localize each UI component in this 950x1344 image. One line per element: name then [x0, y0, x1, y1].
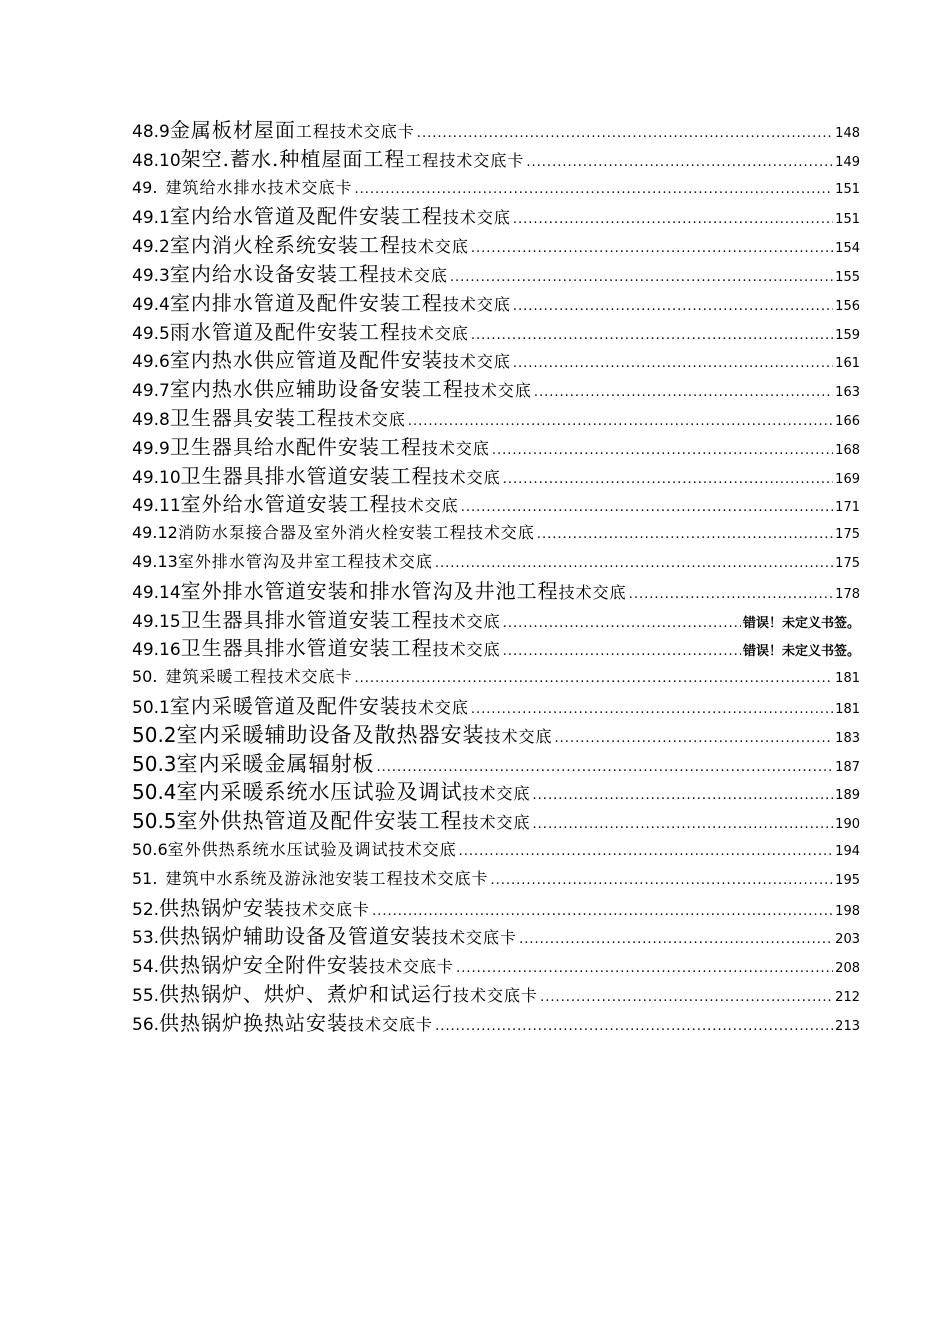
toc-entry[interactable]	[132, 663, 860, 692]
toc-entry[interactable]	[132, 577, 860, 606]
toc-dot-leader	[540, 984, 833, 1009]
toc-dot-leader	[459, 838, 834, 865]
toc-entry-title: 消防水泵接合器及室外消火栓安装工程	[177, 523, 467, 543]
toc-page-number: 151	[835, 212, 860, 228]
toc-page-number: 161	[835, 356, 860, 372]
toc-entry[interactable]	[132, 462, 860, 491]
toc-page-number: 151	[835, 181, 860, 197]
toc-dot-leader	[533, 782, 834, 807]
toc-page-number: 178	[835, 586, 860, 602]
toc-entry-number: 50.4	[132, 780, 177, 805]
toc-page-number: 195	[835, 872, 860, 888]
toc-entry-number: 49.	[132, 177, 158, 197]
toc-entry[interactable]	[132, 375, 860, 404]
toc-entry-suffix: 工程技术交底卡	[295, 122, 415, 141]
toc-entry-title: 室内采暖辅助设备及散热器安装	[176, 722, 485, 747]
toc-entry-suffix: 技术交底	[462, 784, 531, 804]
toc-entry-title: 金属板材屋面	[169, 118, 296, 142]
toc-dot-leader	[372, 898, 833, 923]
toc-entry[interactable]	[132, 174, 860, 203]
toc-entry-title: 架空.蓄水.种植屋面工程	[180, 146, 406, 171]
toc-page-number: 189	[835, 788, 860, 804]
toc-entry-suffix: 技术交底	[379, 265, 448, 285]
toc-entry-number: 49.12	[132, 523, 178, 543]
toc-entry-title: 室外给水管道安装工程	[180, 492, 391, 517]
toc-entry-number: 53.	[132, 928, 160, 949]
toc-entry-title: 卫生器具排水管道安装工程	[180, 463, 433, 488]
toc-entry[interactable]	[132, 433, 860, 462]
toc-entry-title: 室内给水设备安装工程	[169, 261, 380, 286]
toc-bookmark-error: 错误！未定义书签。	[742, 644, 860, 660]
toc-page-number: 203	[835, 932, 860, 948]
toc-page-number: 175	[835, 527, 860, 543]
toc-entry[interactable]	[132, 807, 860, 836]
toc-dot-leader	[354, 176, 833, 203]
toc-entry-number: 49.4	[132, 294, 170, 315]
toc-entry-number: 56.	[132, 1014, 160, 1035]
toc-entry-title: 室内排水管道及配件安装工程	[169, 290, 443, 315]
toc-entry[interactable]	[132, 894, 860, 923]
toc-entry-suffix: 技术交底	[400, 237, 469, 257]
toc-entry-title: 室内采暖金属辐射板	[176, 751, 375, 776]
toc-dot-leader	[555, 725, 834, 750]
toc-entry-suffix: 技术交底	[432, 611, 501, 631]
toc-page-number: 159	[835, 327, 860, 343]
toc-entry[interactable]	[132, 1009, 860, 1038]
toc-entry-number: 54.	[132, 957, 160, 978]
toc-entry-suffix: 技术交底卡	[432, 928, 518, 948]
toc-page-number: 166	[835, 413, 860, 429]
toc-entry-number: 49.14	[132, 582, 181, 603]
toc-entry-suffix: 技术交底	[364, 551, 433, 571]
toc-entry-suffix: 技术交底	[484, 726, 553, 746]
toc-entry-number: 50.2	[132, 722, 177, 747]
toc-entry-suffix: 技术交底	[463, 381, 532, 401]
toc-entry-title: 室内采暖系统水压试验及调试	[176, 780, 463, 805]
toc-page-number: 169	[835, 471, 860, 487]
toc-entry-number: 49.3	[132, 265, 170, 286]
toc-entry-title: 卫生器具安装工程	[169, 405, 338, 430]
toc-entry-title: 供热锅炉安装	[159, 895, 286, 920]
toc-bookmark-error: 错误！未定义书签。	[742, 615, 860, 631]
toc-entry-number: 55.	[132, 985, 160, 1006]
toc-entry-suffix: 技术交底	[432, 467, 501, 487]
toc-entry-number: 50.6	[132, 839, 168, 859]
toc-page-number: 213	[835, 1018, 860, 1034]
toc-entry-number: 49.11	[132, 496, 181, 517]
toc-dot-leader	[503, 610, 741, 635]
toc-entry-title: 室外排水管沟及井室工程	[177, 551, 365, 571]
toc-dot-leader	[417, 120, 833, 145]
toc-entry-title: 供热锅炉换热站安装	[159, 1010, 349, 1035]
toc-entry-number: 51.	[132, 868, 158, 888]
toc-entry-suffix: 技术交底卡	[453, 985, 539, 1005]
toc-dot-leader	[450, 264, 833, 289]
toc-entry-title: 室内热水供应管道及配件安装	[169, 348, 443, 373]
toc-entry-number: 49.6	[132, 352, 170, 373]
toc-entry[interactable]	[132, 836, 860, 865]
toc-entry[interactable]	[132, 692, 860, 721]
toc-dot-leader	[435, 1013, 833, 1038]
toc-entry[interactable]	[132, 202, 860, 231]
toc-entry[interactable]	[132, 145, 860, 174]
toc-entry-title: 卫生器具排水管道安装工程	[180, 636, 433, 661]
table-of-contents	[132, 116, 860, 1038]
toc-entry-number: 49.7	[132, 381, 170, 402]
toc-entry-number: 49.10	[132, 467, 181, 488]
toc-page-number: 194	[835, 843, 860, 859]
toc-page-number: 149	[835, 154, 860, 170]
toc-entry-number: 50.5	[132, 809, 177, 834]
toc-entry-suffix: 建筑给水排水技术交底卡	[165, 177, 353, 197]
toc-dot-leader	[471, 322, 833, 347]
toc-entry[interactable]	[132, 750, 860, 779]
toc-page-number: 198	[835, 903, 860, 919]
toc-page-number: 148	[835, 126, 860, 141]
toc-entry-number: 49.8	[132, 409, 170, 430]
toc-entry-suffix: 技术交底	[421, 438, 490, 458]
toc-entry-number: 48.10	[132, 150, 181, 171]
toc-entry-title: 卫生器具给水配件安装工程	[169, 434, 422, 459]
toc-dot-leader	[537, 521, 833, 548]
toc-entry[interactable]	[132, 980, 860, 1009]
toc-dot-leader	[513, 206, 833, 231]
toc-dot-leader	[354, 665, 833, 692]
toc-page-number: 168	[835, 442, 860, 458]
toc-entry-suffix: 技术交底卡	[348, 1014, 434, 1034]
toc-entry[interactable]	[132, 490, 860, 519]
toc-entry-suffix: 技术交底	[390, 496, 459, 516]
toc-page-number: 154	[835, 241, 860, 257]
toc-entry[interactable]	[132, 548, 860, 577]
toc-page-number: 155	[835, 269, 860, 285]
toc-entry-title: 供热锅炉、烘炉、煮炉和试运行	[159, 981, 454, 1006]
toc-dot-leader	[533, 811, 834, 836]
toc-entry[interactable]	[132, 231, 860, 260]
toc-entry[interactable]	[132, 519, 860, 548]
toc-dot-leader	[503, 466, 833, 491]
toc-page-number: 212	[835, 989, 860, 1005]
toc-entry-title: 供热锅炉辅助设备及管道安装	[159, 924, 433, 949]
toc-page-number: 163	[835, 385, 860, 401]
toc-entry-title: 室外排水管道安装和排水管沟及井池工程	[180, 578, 559, 603]
toc-page-number: 156	[835, 298, 860, 314]
toc-page-number: 175	[835, 555, 860, 571]
toc-dot-leader	[461, 494, 833, 519]
toc-entry[interactable]	[132, 951, 860, 980]
toc-entry-number: 49.2	[132, 237, 170, 258]
toc-entry[interactable]	[132, 606, 860, 635]
toc-entry-suffix: 技术交底卡	[285, 899, 371, 919]
toc-page-number: 187	[835, 759, 860, 775]
toc-entry-title: 雨水管道及配件安装工程	[169, 319, 401, 344]
toc-dot-leader	[526, 149, 833, 174]
toc-dot-leader	[513, 350, 833, 375]
toc-entry[interactable]	[132, 289, 860, 318]
toc-entry-number: 52.	[132, 899, 160, 920]
toc-entry[interactable]	[132, 634, 860, 663]
toc-dot-leader	[377, 754, 834, 779]
toc-entry-suffix: 技术交底	[462, 813, 531, 833]
toc-entry-number: 50.1	[132, 697, 170, 718]
toc-entry-number: 49.9	[132, 438, 170, 459]
toc-dot-leader	[492, 437, 833, 462]
toc-entry-number: 49.13	[132, 551, 178, 571]
toc-entry-suffix: 技术交底	[558, 582, 627, 602]
toc-entry-title: 供热锅炉安全附件安装	[159, 953, 370, 978]
toc-entry-suffix: 技术交底	[400, 697, 469, 717]
toc-entry-title: 室外供热系统水压试验及调试技术交底	[167, 839, 457, 859]
toc-entry[interactable]	[132, 778, 860, 807]
toc-dot-leader	[490, 867, 833, 894]
toc-entry-number: 49.1	[132, 208, 170, 229]
toc-entry-title: 室内给水管道及配件安装工程	[169, 204, 443, 229]
toc-entry-suffix: 技术交底	[442, 208, 511, 228]
toc-page-number: 208	[835, 961, 860, 977]
toc-page-number: 171	[835, 500, 860, 516]
toc-dot-leader	[471, 235, 833, 260]
toc-entry[interactable]	[132, 116, 860, 145]
toc-entry[interactable]	[132, 404, 860, 433]
toc-entry-number: 50.3	[132, 751, 177, 776]
toc-entry-title: 室外供热管道及配件安装工程	[176, 809, 463, 834]
toc-dot-leader	[471, 696, 833, 721]
toc-entry[interactable]	[132, 318, 860, 347]
toc-dot-leader	[534, 379, 833, 404]
toc-entry[interactable]	[132, 721, 860, 750]
toc-entry-title: 室内采暖管道及配件安装	[169, 693, 401, 718]
toc-entry-suffix: 技术交底	[442, 352, 511, 372]
toc-page-number: 190	[835, 817, 860, 833]
toc-entry-title: 卫生器具排水管道安装工程	[180, 607, 433, 632]
toc-dot-leader	[503, 638, 741, 663]
toc-entry[interactable]	[132, 346, 860, 375]
toc-entry[interactable]	[132, 260, 860, 289]
toc-entry[interactable]	[132, 922, 860, 951]
toc-dot-leader	[456, 955, 833, 980]
toc-entry-number: 49.15	[132, 611, 181, 632]
toc-entry-number: 50.	[132, 667, 158, 687]
toc-dot-leader	[513, 293, 833, 318]
toc-entry-suffix: 技术交底	[400, 323, 469, 343]
toc-entry-suffix: 技术交底	[466, 523, 535, 543]
toc-page-number: 181	[835, 671, 860, 687]
toc-entry-number: 49.5	[132, 323, 170, 344]
toc-dot-leader	[435, 550, 833, 577]
toc-entry-suffix: 工程技术交底卡	[405, 150, 525, 170]
toc-entry-suffix: 技术交底	[337, 409, 406, 429]
toc-entry-number: 49.16	[132, 640, 181, 661]
toc-entry-suffix: 技术交底卡	[369, 957, 455, 977]
toc-entry-suffix: 技术交底	[432, 640, 501, 660]
toc-entry-suffix: 技术交底	[442, 294, 511, 314]
toc-page-number: 183	[835, 730, 860, 746]
toc-dot-leader	[519, 926, 833, 951]
toc-entry-suffix: 建筑中水系统及游泳池安装工程技术交底卡	[165, 868, 489, 888]
toc-dot-leader	[629, 581, 833, 606]
toc-page-number: 181	[835, 701, 860, 717]
toc-dot-leader	[408, 408, 833, 433]
toc-entry-suffix: 建筑采暖工程技术交底卡	[165, 667, 353, 687]
toc-entry-title: 室内热水供应辅助设备安装工程	[169, 377, 464, 402]
toc-entry-title: 室内消火栓系统安装工程	[169, 233, 401, 258]
toc-entry-number: 48.9	[132, 122, 170, 142]
toc-entry[interactable]	[132, 865, 860, 894]
